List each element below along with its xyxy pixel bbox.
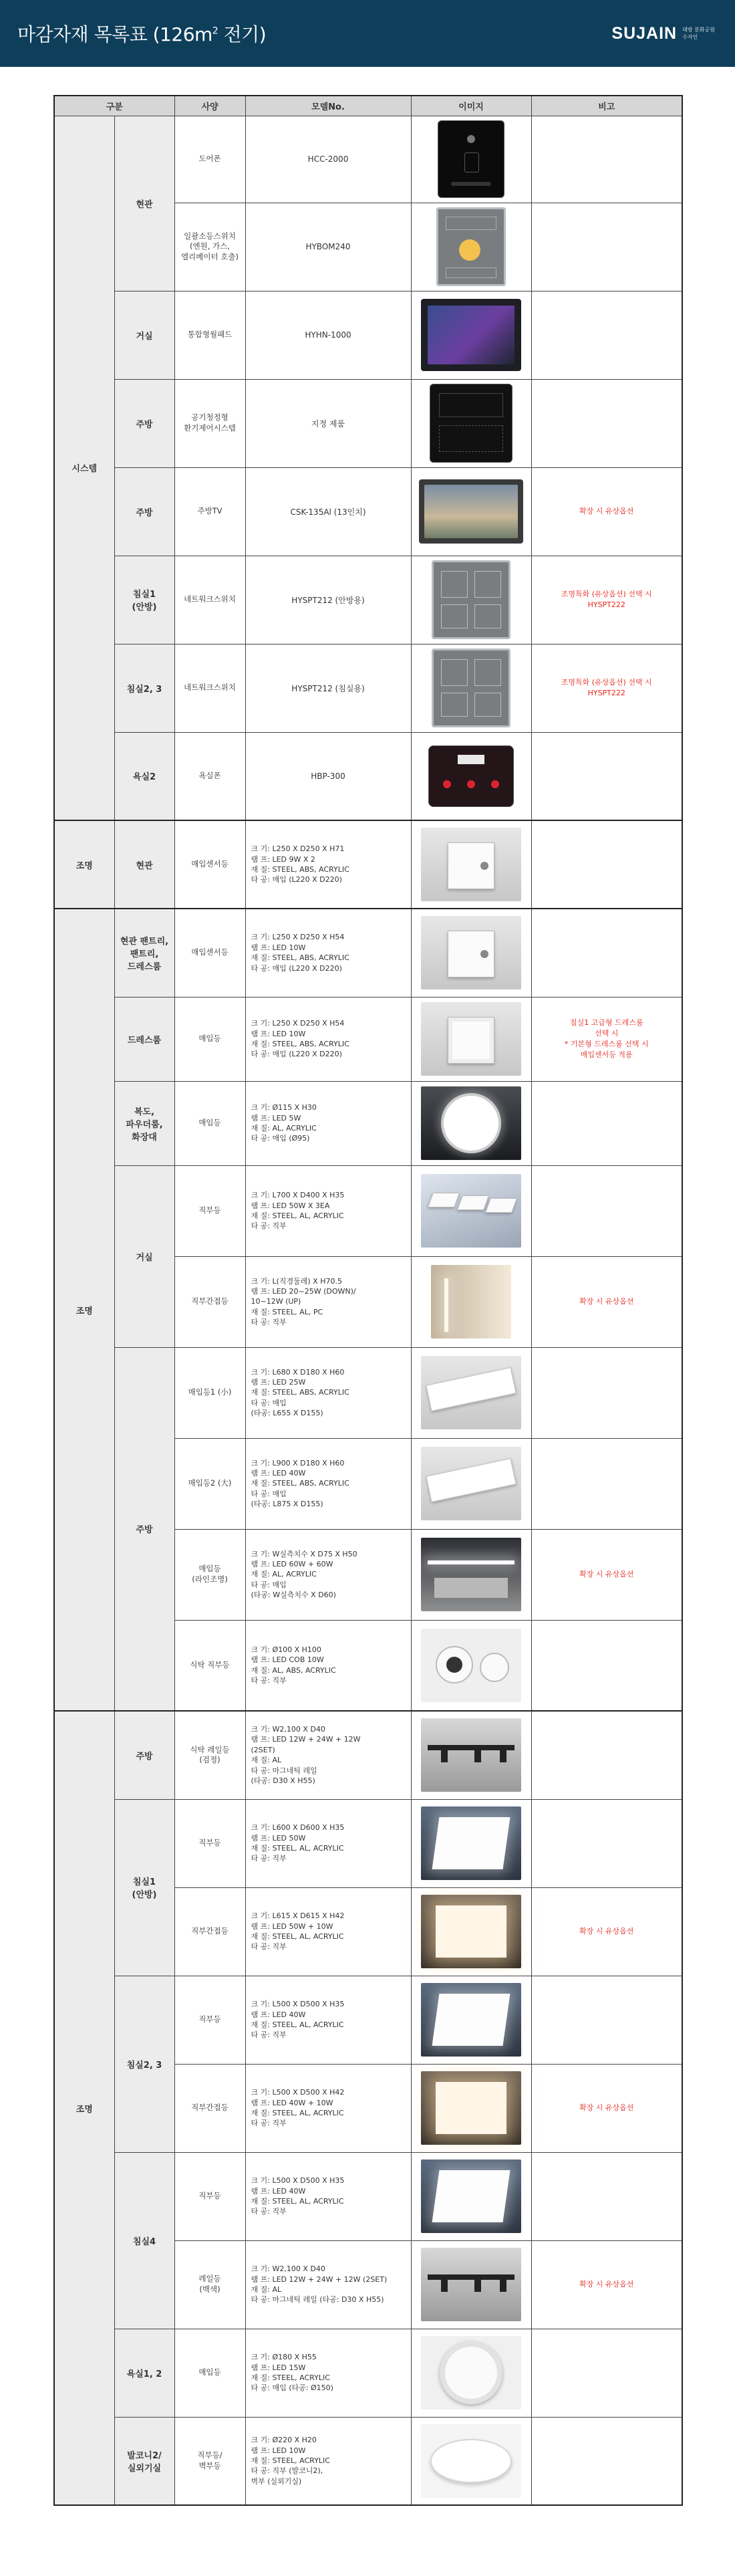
image-cell — [411, 1887, 531, 1976]
specs-cell: 크 기: Ø100 X H100 램 프: LED COB 10W 재 질: AL, ABS, ACRYLIC 타 공: 직부 — [245, 1620, 411, 1711]
note-cell: 확장 시 유상옵션 — [531, 1529, 682, 1620]
indirect-square-light-icon — [421, 2071, 521, 2145]
image-cell — [411, 291, 531, 379]
specs-cell: 크 기: L900 X D180 X H60 램 프: LED 40W 재 질: STEEL, ABS, ACRYLIC 타 공: 매입 (타공: L875 X D155) — [245, 1438, 411, 1529]
group-label: 조명 — [54, 1711, 114, 2505]
col-spec: 사양 — [174, 96, 245, 116]
table-row — [54, 1081, 682, 1165]
kitchen-tv-icon — [419, 479, 523, 544]
ventilation-controller-icon — [430, 384, 512, 463]
location-label: 복도, 파우더룸, 화장대 — [114, 1081, 174, 1165]
specs-cell: 크 기: L(직경둘레) X H70.5 램 프: LED 20~25W (DOWN)/ 10~12W (UP) 재 질: STEEL, AL, PC 타 공: 직부 — [245, 1256, 411, 1347]
location-label: 주방 — [114, 379, 174, 467]
note-cell: 침실1 고급형 드레스룸 선택 시 * 기본형 드레스룸 선택 시 매입센서등 적용 — [531, 997, 682, 1081]
specs-cell: 크 기: Ø220 X H20 램 프: LED 10W 재 질: STEEL, ACRYLIC 타 공: 직부 (발코니2), 벽부 (실외기실) — [245, 2417, 411, 2505]
location-label: 욕실1, 2 — [114, 2329, 174, 2417]
title-end: 전기) — [218, 23, 267, 45]
image-cell — [411, 909, 531, 997]
spec-cell: 직부등 — [174, 2152, 245, 2240]
table-row — [54, 1976, 682, 2064]
model-cell: HYHN-1000 — [245, 291, 411, 379]
round-ceiling-light-icon — [421, 2424, 521, 2498]
doorphone-icon — [438, 120, 504, 198]
note-cell: 조명특화 (유상옵션) 선택 시 HYSPT222 — [531, 556, 682, 644]
spec-cell: 매입등 — [174, 997, 245, 1081]
note-cell: 확장 시 유상옵션 — [531, 2064, 682, 2152]
table-row — [54, 1799, 682, 1887]
image-cell — [411, 2417, 531, 2505]
note-cell — [531, 1799, 682, 1887]
image-cell — [411, 997, 531, 1081]
square-ceiling-light-icon — [421, 1806, 521, 1880]
note-cell — [531, 820, 682, 909]
panel-light-icon — [421, 1174, 521, 1248]
group-label: 조명 — [54, 909, 114, 1711]
location-label: 현관 — [114, 116, 174, 291]
indirect-square-light-icon — [421, 1895, 521, 1968]
location-label: 침실2, 3 — [114, 644, 174, 732]
model-cell: CSK-135Al (13인치) — [245, 467, 411, 556]
location-label: 침실4 — [114, 2152, 174, 2329]
master-switch-icon — [436, 207, 506, 286]
spec-cell: 직부등 — [174, 1165, 245, 1256]
location-label: 현관 — [114, 820, 174, 909]
line-light-icon — [421, 1538, 521, 1611]
image-cell — [411, 1081, 531, 1165]
location-label: 거실 — [114, 1165, 174, 1347]
image-cell — [411, 203, 531, 291]
specs-cell: 크 기: L700 X D400 X H35 램 프: LED 50W X 3EA 재 질: STEEL, AL, ACRYLIC 타 공: 직부 — [245, 1165, 411, 1256]
model-cell: HYSPT212 (침실용) — [245, 644, 411, 732]
note-cell — [531, 909, 682, 997]
location-label: 욕실2 — [114, 732, 174, 820]
spec-cell: 욕실폰 — [174, 732, 245, 820]
specs-cell: 크 기: Ø180 X H55 램 프: LED 15W 재 질: STEEL, ACRYLIC 타 공: 매입 (타공: Ø150) — [245, 2329, 411, 2417]
linear-light-icon — [421, 1447, 521, 1520]
specs-cell: 크 기: L600 X D600 X H35 램 프: LED 50W 재 질: STEEL, AL, ACRYLIC 타 공: 직부 — [245, 1799, 411, 1887]
spec-cell: 식탁 직부등 — [174, 1620, 245, 1711]
spec-cell: 매입센서등 — [174, 820, 245, 909]
table-row — [54, 820, 682, 909]
col-model: 모델No. — [245, 96, 411, 116]
model-cell: HYBOM240 — [245, 203, 411, 291]
table-row — [54, 2152, 682, 2240]
specs-cell: 크 기: Ø115 X H30 램 프: LED 5W 재 질: AL, ACRYLIC 타 공: 매입 (Ø95) — [245, 1081, 411, 1165]
image-cell — [411, 1529, 531, 1620]
image-cell — [411, 2152, 531, 2240]
col-category: 구분 — [54, 96, 174, 116]
network-switch-icon — [432, 560, 510, 639]
spec-cell: 도어폰 — [174, 116, 245, 203]
note-cell — [531, 1438, 682, 1529]
note-cell — [531, 1347, 682, 1438]
spec-cell: 네트워크스위치 — [174, 556, 245, 644]
spec-cell: 일괄소등스위치 (엔원, 가스, 엘리베이터 호출) — [174, 203, 245, 291]
location-label: 침실1 (안방) — [114, 1799, 174, 1976]
note-cell — [531, 1620, 682, 1711]
spec-cell: 매입등 — [174, 2329, 245, 2417]
specs-cell: 크 기: L500 X D500 X H35 램 프: LED 40W 재 질: STEEL, AL, ACRYLIC 타 공: 직부 — [245, 1976, 411, 2064]
indirect-ceiling-light-icon — [431, 1265, 511, 1338]
image-cell — [411, 467, 531, 556]
page-title — [17, 20, 266, 47]
note-cell — [531, 1165, 682, 1256]
spec-cell: 매입등2 (大) — [174, 1438, 245, 1529]
image-cell — [411, 1165, 531, 1256]
spec-cell: 직부간접등 — [174, 1256, 245, 1347]
round-recessed-light-icon — [421, 2336, 521, 2410]
note-cell — [531, 291, 682, 379]
note-cell — [531, 1711, 682, 1799]
image-cell — [411, 2240, 531, 2329]
location-label: 침실1 (안방) — [114, 556, 174, 644]
note-cell — [531, 2152, 682, 2240]
table-row — [54, 291, 682, 379]
title-main: 마감자재 목록표 (126m — [17, 23, 212, 45]
specs-cell: 크 기: L500 X D500 X H35 램 프: LED 40W 재 질: STEEL, AL, ACRYLIC 타 공: 직부 — [245, 2152, 411, 2240]
specs-cell: 크 기: L250 X D250 X H54 램 프: LED 10W 재 질: STEEL, ABS, ACRYLIC 타 공: 매입 (L220 X D220) — [245, 997, 411, 1081]
note-cell: 확장 시 유상옵션 — [531, 467, 682, 556]
brand-subtitle — [682, 26, 715, 41]
rail-light-icon — [421, 1718, 521, 1792]
model-cell: 지정 제품 — [245, 379, 411, 467]
note-cell — [531, 203, 682, 291]
table-row — [54, 467, 682, 556]
spec-cell: 통합형월패드 — [174, 291, 245, 379]
note-cell: 조명특화 (유상옵션) 선택 시 HYSPT222 — [531, 644, 682, 732]
square-ceiling-light-icon — [421, 2159, 521, 2233]
image-cell — [411, 1620, 531, 1711]
note-cell — [531, 379, 682, 467]
table-row — [54, 1711, 682, 1799]
table-row — [54, 116, 682, 203]
table-row — [54, 909, 682, 997]
group-label: 시스템 — [54, 116, 114, 820]
note-cell — [531, 732, 682, 820]
location-label: 침실2, 3 — [114, 1976, 174, 2152]
brand-logo — [611, 24, 715, 43]
sensor-light-icon — [421, 828, 521, 901]
spec-cell: 매입등 (라인조명) — [174, 1529, 245, 1620]
recessed-square-light-icon — [421, 1002, 521, 1076]
image-cell — [411, 1799, 531, 1887]
spec-cell: 직부등 — [174, 1976, 245, 2064]
location-label: 거실 — [114, 291, 174, 379]
spec-cell: 매입등1 (小) — [174, 1347, 245, 1438]
image-cell — [411, 556, 531, 644]
image-cell — [411, 820, 531, 909]
table-row — [54, 732, 682, 820]
specs-cell: 크 기: W실측치수 X D75 X H50 램 프: LED 60W + 60W 재 질: AL, ACRYLIC 타 공: 매입 (타공: W실측치수 X D60) — [245, 1529, 411, 1620]
image-cell — [411, 1711, 531, 1799]
spec-cell: 네트워크스위치 — [174, 644, 245, 732]
bathroom-phone-icon — [428, 745, 514, 807]
network-switch-icon — [432, 649, 510, 727]
linear-light-icon — [421, 1356, 521, 1429]
group-label: 조명 — [54, 820, 114, 909]
specs-cell: 크 기: L250 X D250 X H71 램 프: LED 9W X 2 재 질: STEEL, ABS, ACRYLIC 타 공: 매입 (L220 X D220) — [245, 820, 411, 909]
note-cell — [531, 2417, 682, 2505]
table-row — [54, 1347, 682, 1438]
image-cell — [411, 1438, 531, 1529]
table-row — [54, 2329, 682, 2417]
col-note: 비고 — [531, 96, 682, 116]
image-cell — [411, 116, 531, 203]
image-cell — [411, 2329, 531, 2417]
specs-cell: 크 기: L500 X D500 X H42 램 프: LED 40W + 10W 재 질: STEEL, AL, ACRYLIC 타 공: 직부 — [245, 2064, 411, 2152]
spot-light-icon — [421, 1629, 521, 1702]
location-label: 드레스룸 — [114, 997, 174, 1081]
note-cell: 확장 시 유상옵션 — [531, 1887, 682, 1976]
image-cell — [411, 644, 531, 732]
location-label: 현관 팬트리, 팬트리, 드레스룸 — [114, 909, 174, 997]
rail-light-icon — [421, 2248, 521, 2321]
image-cell — [411, 1256, 531, 1347]
col-image: 이미지 — [411, 96, 531, 116]
image-cell — [411, 732, 531, 820]
sensor-light-icon — [421, 916, 521, 989]
materials-table — [53, 95, 683, 2506]
brand-name: SUJAIN — [611, 23, 678, 43]
specs-cell: 크 기: W2,100 X D40 램 프: LED 12W + 24W + 12W (2SET) 재 질: AL 타 공: 마그네틱 레일 (타공: D30 X H55) — [245, 1711, 411, 1799]
table-row — [54, 997, 682, 1081]
table-row — [54, 1165, 682, 1256]
table-row — [54, 556, 682, 644]
page-header — [0, 0, 735, 67]
spec-cell: 식탁 레일등 (검정) — [174, 1711, 245, 1799]
model-cell: HYSPT212 (안방용) — [245, 556, 411, 644]
location-label: 주방 — [114, 467, 174, 556]
wallpad-icon — [421, 299, 521, 371]
brand-sub-line2: 수자인 — [682, 34, 698, 40]
table-row — [54, 644, 682, 732]
note-cell — [531, 116, 682, 203]
specs-cell: 크 기: W2,100 X D40 램 프: LED 12W + 24W + 12W (2SET) 재 질: AL 타 공: 마그네틱 레일 (타공: D30 X H55) — [245, 2240, 411, 2329]
location-label: 주방 — [114, 1711, 174, 1799]
spec-cell: 직부간접등 — [174, 1887, 245, 1976]
model-cell: HCC-2000 — [245, 116, 411, 203]
brand-sub-line1: 대방 분화공원 — [682, 27, 715, 33]
note-cell — [531, 1081, 682, 1165]
image-cell — [411, 2064, 531, 2152]
spec-cell: 직부등 — [174, 1799, 245, 1887]
model-cell: HBP-300 — [245, 732, 411, 820]
note-cell: 확장 시 유상옵션 — [531, 2240, 682, 2329]
specs-cell: 크 기: L680 X D180 X H60 램 프: LED 25W 재 질: STEEL, ABS, ACRYLIC 타 공: 매입 (타공: L655 X D155) — [245, 1347, 411, 1438]
image-cell — [411, 1347, 531, 1438]
image-cell — [411, 1976, 531, 2064]
round-downlight-icon — [421, 1086, 521, 1160]
spec-cell: 매입등 — [174, 1081, 245, 1165]
specs-cell: 크 기: L250 X D250 X H54 램 프: LED 10W 재 질: STEEL, ABS, ACRYLIC 타 공: 매입 (L220 X D220) — [245, 909, 411, 997]
table-row — [54, 379, 682, 467]
spec-cell: 직부등/ 벽부등 — [174, 2417, 245, 2505]
note-cell — [531, 2329, 682, 2417]
location-label: 발코니2/ 실외기실 — [114, 2417, 174, 2505]
spec-cell: 직부간접등 — [174, 2064, 245, 2152]
spec-cell: 레일등 (백색) — [174, 2240, 245, 2329]
spec-cell: 주방TV — [174, 467, 245, 556]
title-superscript: 2 — [212, 25, 218, 37]
square-ceiling-light-icon — [421, 1983, 521, 2057]
table-header-row — [54, 96, 682, 116]
location-label: 주방 — [114, 1347, 174, 1711]
spec-cell: 공기청정형 환기제어시스템 — [174, 379, 245, 467]
spec-cell: 매입센서등 — [174, 909, 245, 997]
table-row — [54, 2417, 682, 2505]
specs-cell: 크 기: L615 X D615 X H42 램 프: LED 50W + 10W 재 질: STEEL, AL, ACRYLIC 타 공: 직부 — [245, 1887, 411, 1976]
note-cell: 확장 시 유상옵션 — [531, 1256, 682, 1347]
note-cell — [531, 1976, 682, 2064]
image-cell — [411, 379, 531, 467]
